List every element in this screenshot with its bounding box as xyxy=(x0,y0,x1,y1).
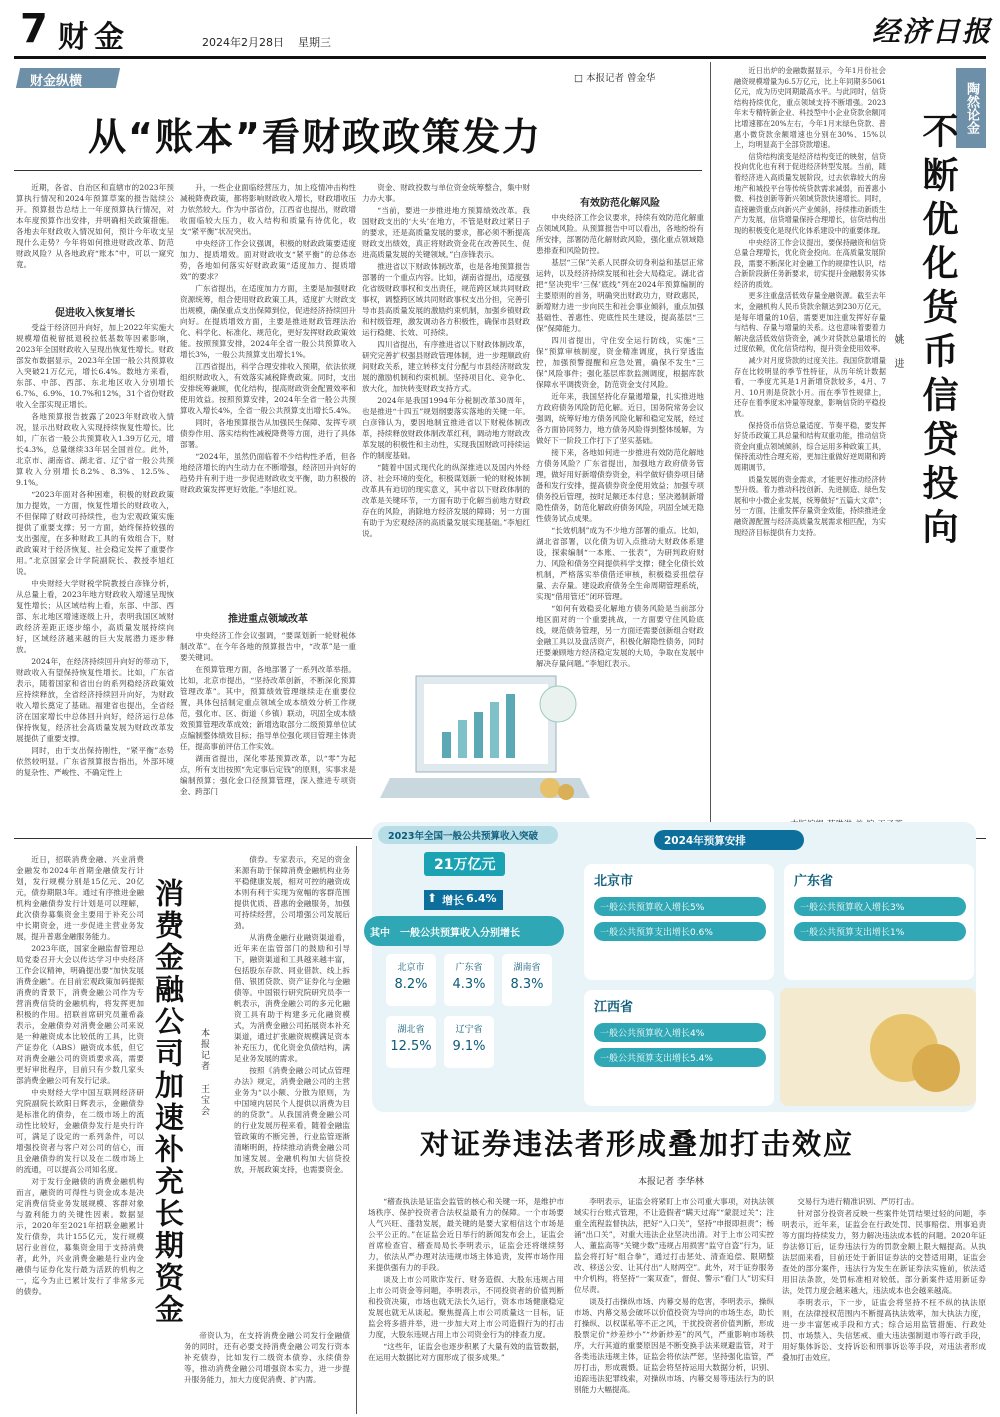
paragraph: 2023年底，国家金融监督管理总局党委召开大会以传达学习中央经济工作会议精神，明确提出要“加快发展消费金融”。在目前宏观政策加码提振消费的背景下，消费金融公司作为专营消费信贷的金融机构，将发挥更加积极的作用。招联首席研究员董希淼表示，金融债券对消费金融公司来说是一种融资成本比较低的工具，比资产证券化（ABS）融资成本低，但它对消费金融公司的资质要求高，需要更好审批程序，目前只有少数几家头部消费金融公司有发行记录。 xyxy=(16,944,144,1085)
province-card xyxy=(386,1016,436,1068)
paragraph: 同时，各地预算报告从加强民生保障、发挥专项债券作用、落实结构性减税降费等方面，进行了具体部署。 xyxy=(180,418,356,449)
info-mid-label: 一般公共预算收入分别增长 xyxy=(400,928,520,939)
column-divider xyxy=(710,62,711,832)
subhead-reform: 推进重点领域改革 xyxy=(228,614,308,625)
paragraph: 从消费金融行业融资渠道看，近年来在监管部门的鼓励和引导下，融资渠道和工具越来越丰富，包括股东存款、同业借款、线上拆借、银团贷款、资产证券化与金融债等。中国银行研究院研究员李一帆表示，消费金融公司的多元化融资工具有助于构建多元化融资模式，为消费金融公司拓展资本补充渠道，通过扩张融资规模满足资本补充压力，优化资金负债结构，满足业务发展的需求。 xyxy=(234,933,350,1063)
paragraph: 2024年是我国1994年分税制改革30周年，也是推进“十四五”规划纲要落实落地的关键一年。白彦锋认为，要因地制宜推进省以下财税体制改革，持续释放财政体制改革红利，调动地方财政改革发展的积极性和主动性，实现我国财政可持续运作的制度基础。 xyxy=(362,396,530,460)
paragraph: 保持货币信贷总量适度、节奏平稳，要发挥好货币政策工具总量和结构双重功能，推动信贷资金向重点领域倾斜，综合运用多种政策工具，保持流动性合理充裕，更加注重做好逆周期和跨周期调节。 xyxy=(734,420,886,472)
province-name: 北京市 xyxy=(397,963,425,973)
paragraph: 近日出炉的金融数据显示，今年1月份社会融资规模增量为6.5万亿元，比上年同期多5061亿元，成为历史同期最高水平。与此同时，信贷结构持续优化，重点领域支持不断增强。2023年末专精特新企业、科技型中小企业贷款余额同比增速都在20%左右，今年1月末绿色贷款、普惠小微贷款余额增速也分别在30%、15%以上，均明显高于全部贷款增速。 xyxy=(734,66,886,150)
province-name: 湖南省 xyxy=(513,963,541,973)
province-value: 8.2% xyxy=(394,977,428,992)
main-col-2 xyxy=(180,182,356,594)
plan-name: 北京市 xyxy=(594,874,634,889)
info-left-title: 2023年全国一般公共预算收入突破 xyxy=(388,831,538,842)
paragraph: 对于发行金融债的消费金融机构而言，融资的可得性与资金成本是决定消费信贷业务发展规模、客群对象与盈利能力的关键性因素。数据显示，2020年至2021年招联金融累计发行债券，共计155亿元，发行规模居行业首位，募集资金用于支持消费者，此外，兴业消费金融是行业内金融债与证券化发行最为活跃的机构之一，迄今为止已累计发行了非常多元的债券。 xyxy=(16,1177,144,1296)
main-col-1b xyxy=(16,322,174,834)
paragraph: 交易行为进行精准识别、严厉打击。 xyxy=(797,1197,919,1206)
paragraph: 按照《消费金融公司试点管理办法》规定，消费金融公司的主营业务为“以小额、分散为原则，为中国境内居民个人提供以消费为目的的贷款”。从我国消费金融公司的行业发展历程来看，随着金融监管政策的不断完善，行业监管逐渐清晰明朗，持续推动消费金融公司加速发展。金融机构加大信贷投放，开展政策支持，也需要资金。 xyxy=(234,1066,350,1174)
plan-row: 一般公共预算支出增长5.4% xyxy=(594,1048,766,1067)
paragraph: 同时，由于支出保持刚性，“紧平衡”态势依然较明显。广东省预算报告指出，外部环境的复杂性、严峻性、不确定性上 xyxy=(16,746,174,777)
paragraph: 信贷结构演变是经济结构变迁的映射，信贷投向优化也有利于促进经济转型发展。当前，随着经济进入高质量发展阶段，过去依靠较大的房地产和城投平台等传统贷款需求减弱，而普惠小微、科技创新等新兴领域贷款快速增长。同时，直接融资重点向新兴产业倾斜，持续推动新质生产力发展，信贷增量保持合理增长，信贷结构出现的积极变化是现代化体系建设中的重要体现。 xyxy=(734,151,886,235)
plan-card-guangdong xyxy=(794,870,966,941)
securities-col-1 xyxy=(368,1196,564,1412)
paragraph: 李明表示，下一步，证监会将坚持不枉不纵的执法原则，在法律授权范围内不断提高执法效率，加大执法力度，进一步丰富惩戒手段和方式；综合运用监管措施、行政处罚、市场禁入、失信惩戒、重大违法强制退市等行政手段，用好集体诉讼、支持诉讼和刑事诉讼等手段，对违法者形成叠加打击效应。 xyxy=(782,1298,986,1362)
plan-name: 江西省 xyxy=(594,1000,634,1015)
plan-row: 一般公共预算支出增长0.6% xyxy=(594,922,766,941)
info-growth xyxy=(424,890,503,910)
main-col-3 xyxy=(362,182,530,662)
column-tag-label: 财金纵横 xyxy=(30,74,83,89)
main-col-1 xyxy=(16,182,174,288)
securities-col-2 xyxy=(574,1196,774,1412)
paragraph: 近年来，我国坚持化存量遏增量，扎实推进地方政府债务风险防范化解。近日，国务院常务会议强调，统筹好地方债务风险化解和稳定发展，经过各方面协同努力，地方债务风险得到整体缓解，为做好下一阶段工作打下了坚实基础。 xyxy=(536,392,704,445)
main-col-2b xyxy=(180,630,356,834)
province-card xyxy=(386,954,436,1006)
info-right-title: 2024年预算安排 xyxy=(664,835,746,847)
paragraph: “这些年，证监会也逐步积累了大量有效的监管数据，在运用大数据比对方面形成了很多成果。” xyxy=(368,1342,564,1362)
growth-value: 6.4% xyxy=(466,890,503,910)
paragraph: 资金、财政投数与单位资金统筹整合，集中财力办大事。 xyxy=(362,183,530,203)
subhead-risk: 有效防范化解风险 xyxy=(580,198,660,209)
main-byline: □ 本报记者 曾金华 xyxy=(574,73,656,84)
province-value: 4.3% xyxy=(452,977,486,992)
plan-row: 一般公共预算收入增长3% xyxy=(794,897,966,916)
paragraph: 更多注重盘活低效存量金融资源。截至去年末，金融机构人民币贷款余额达到230万亿元，是每年增量的10倍，需要更加注重发挥好存量与结构、存量与增量的关系。这也意味着要着力解决盘活低效信贷资金，减少对贷款总量增长的过度依赖，优化信贷结构，提升资金使用效率。 xyxy=(734,291,886,354)
paragraph: 四川省提出，有序推进省以下财政体制改革，研究完善扩权强县财政管理体制，进一步理顺政府间财政关系，建立转移支付分配与市县经济财政发展的激励机制和约束机制。坚持项目化、竞争化、放大化，加快转变财政支持方式。 xyxy=(362,340,530,393)
column-divider xyxy=(356,846,357,1414)
commentary-author: 姚进 xyxy=(892,334,903,382)
consumer-col-3 xyxy=(184,1330,350,1412)
title-rule xyxy=(14,170,702,171)
laptop-chart-illustration xyxy=(380,668,590,816)
info-total: 21万亿元 xyxy=(424,852,505,876)
paragraph: 帝资认为，在支持消费金融公司发行金融债务的同时，还有必要支持消费金融公司发行资本补充债券，比如发行二级资本债券、永续债券等，推动消费金融公司增强资本实力，进一步提升服务能力，加大力度促消费、扩内需。 xyxy=(184,1331,350,1384)
paragraph: “2024年，虽然仍面临着不少结构性矛盾，但各地经济增长的内生动力在不断增强，经济回升向好的趋势并有利于进一步促进财政收支平衡，助力积极的财政政策发挥更好效能。”李旭红说。 xyxy=(180,452,356,494)
masthead-weekday: 星期三 xyxy=(298,36,331,49)
securities-title: 对证券违法者形成叠加打击效应 xyxy=(420,1127,855,1161)
paragraph: 受益于经济回升向好，加上2022年实施大规模增值税留抵退税拉低基数等因素影响，2023年全国财政收入呈现出恢复性增长。财政部发布数据显示，2023年全国一般公共预算收入突破21万亿元，增长6.4%。数地方来看，东部、中部、西部、东北地区收入分别增长6.7%、6.9%、10.7%和12%，31个省份财政收入全部实现正增长。 xyxy=(16,323,174,409)
section-name: 财金 xyxy=(58,20,130,55)
plan-row: 一般公共预算收入增长5% xyxy=(594,897,766,916)
paragraph: 减少对月度贷款的过度关注。我国贷款增量存在比较明显的季节性特征，从历年统计数据看，一季度尤其是1月新增贷款较多，4月、7月、10月则是贷款小月。而在季节性规律上，还存在着季度末冲量等现象，影响信贷的平稳投放。 xyxy=(734,356,886,418)
paragraph: 谈及打击操纵市场、内幕交易的危害，李明表示，操纵市场、内幕交易会破坏以价值投资为导向的市场生态，助长打操纵、以权谋私等不正之风，干扰投资者价值判断，形成股票定价“炒差炒小”“炒新炒差”的风气，严重影响市场秩序，大行其道的重要原因是不断变换手法来规避监管，对于各类违法违规主体，证监会将依法严惩，坚持强化监管，严厉打击，形成震慑。证监会将坚持运用大数据分析，识别、追踪违法犯罪线索，对操纵市场、内幕交易等违法行为的识别能力大幅提高。 xyxy=(574,1297,774,1394)
province-card xyxy=(502,954,552,1006)
plan-card-beijing xyxy=(594,870,766,941)
province-value: 12.5% xyxy=(390,1039,432,1054)
province-name: 辽宁省 xyxy=(455,1025,483,1035)
paper-logo: 经济日报 xyxy=(872,15,993,48)
page-number: 7 xyxy=(20,6,48,52)
paragraph: 李明表示，证监会将紧盯上市公司重大事项，对执法领域实行台账式管理，不让造假者“瞒天过海”“蒙混过关”；注重全流程监督执法，把好“入口关”，坚持“申报即担责”；杨涌“出口关”，对重大违法企业坚决出清。对于上市公司实控人、董监高等“关键少数”违规占用损害“监守自盗”行为，证监会将打好“组合拳”，通过打击惩处、清查追偿、限期整改、移送公安、让其付出“人财两空”。此外，对于证券服务中介机构，将坚持“一案双查”，督促、警示“看门人”切实归位尽责。 xyxy=(574,1197,774,1294)
masthead-date: 2024年2月28日 xyxy=(202,36,284,49)
consumer-col-1 xyxy=(16,854,144,1412)
paragraph: 中央经济工作会议提出，要保持融资和信贷总量合理增长，优化资金投向。在高质量发展阶段，需要不断深化对金融工作的规律性认识，结合新阶段新任务新要求，切实提升金融服务实体经济的质效。 xyxy=(734,237,886,289)
growth-arrow-icon: ⬆ xyxy=(424,890,440,910)
plan-name: 广东省 xyxy=(794,874,834,889)
commentary-extension xyxy=(734,564,984,840)
plan-row: 一般公共预算支出增长1% xyxy=(794,922,966,941)
plan-card-jiangxi xyxy=(594,996,766,1067)
province-name: 湖北省 xyxy=(397,1025,425,1035)
province-name: 广东省 xyxy=(455,963,483,973)
plan-row: 一般公共预算收入增长4% xyxy=(594,1023,766,1042)
paragraph: 升，一些企业面临经营压力，加上疫情冲击构性减税降费政策，都将影响财政收入增长，财政增收压力依然较大。作为中部省份，江西省也提出，财政增收面临较大压力，收入结构和质量有待优化，收支“紧平衡”状况突出。 xyxy=(180,183,356,236)
province-value: 8.3% xyxy=(510,977,544,992)
paragraph: 中央经济工作会议强调，“要谋划新一轮财税体制改革”。在今年各地的预算报告中，“改革”是一重要关键词。 xyxy=(180,631,356,662)
paragraph: “如何有效稳妥化解地方债务风险是当前部分地区面对的一个重要挑战，一方面要守住风险底线，规范债务管理，另一方面还需要创新组合财政金融工具以及盘活资产，积极化解隐性债务，同时还要兼顾地方经济稳定发展的大局，争取在发展中解决存量问题。”李旭红表示。 xyxy=(536,604,704,668)
paragraph: 中央经济工作会议要求，持续有效防范化解重点领域风险。从预算报告中可以看出，各地纷纷有所安排，部署防范化解财政风险，强化重点领域隐患排查和风险防控。 xyxy=(536,213,704,255)
paragraph: 中央经济工作会议强调，积极的财政政策要适度加力、提质增效。面对财政收支“紧平衡”的总体态势，各地如何落实好财政政策“适度加力、提质增效”的要求？ xyxy=(180,239,356,281)
paragraph: 质量发展的资金需求，才能更好推动经济转型升级。着力推动科技创新、先进制造、绿色发展和中小微企业发展，统筹做好“五篇大文章”；另一方面，注重发挥存量资金效能，持续推进金融资源配置与经济高质量发展需求相匹配，为实现经济目标提供有力支持。 xyxy=(734,474,886,537)
paragraph: 中央财经大学中国互联网经济研究院副院长欧阳日辉表示，金融债券是标准化的债券，在二级市场上的流动性比较好，金融债券发行是央行许可，满足了设定的一系列条件，可以增强投资者与客户对公司的信心，而且金融债券的发行以及在二级市场上的流通，可以提高公司知名度。 xyxy=(16,1088,144,1174)
paragraph: 近日，招联消费金融、兴业消费金融发布2024年首期金融债发行计划，发行规模分别是15亿元、20亿元，债券期限3年。通过有序推进金融机构金融债券发行计划是可以理解，此次债券募集资金主要用于补充公司中长期资金，进一步促进主营业务发展，提升普惠金融服务能力。 xyxy=(16,855,144,941)
paragraph: 在预算管理方面，各地部署了一系列改革举措。比如，北京市提出，“坚持改革创新，不断深化预算管理改革”。其中，预算绩效管理继续走在重要位置，具体包括制定重点领域全成本绩效分析工作规范，强化市、区、街道（乡镇）联动，巩固全成本绩效预算管理改革成效；新增选取部分二级预算单位试点编制整体绩效目标；指导单位强化项目管理主体责任，提高事前评估工作实效。 xyxy=(180,665,356,751)
info-mid-prefix: 其中 xyxy=(370,928,390,939)
paragraph: 基层“三保”关系人民群众切身利益和基层正常运转，以及经济持续发展和社会大局稳定。湖北省把“坚决兜牢‘三保’底线”列在2024年预算编制的主要原则的首务，明确突出财政功力，财政惠民，新增财力进一步向民生和社会事业倾斜，重点加强基础性、普惠性、兜底性民生建设，提高基层“三保”保障能力。 xyxy=(536,258,704,333)
main-title: 从“账本”看财政政策发力 xyxy=(88,115,542,159)
masthead-rule xyxy=(14,56,986,59)
securities-col-3 xyxy=(782,1196,986,1412)
paragraph: “随着中国式现代化的纵深推进以及国内外经济、社会环境的变化，积极谋划新一轮的财税体制改革具有迫切的现实意义，其中省以下财政体制的改革是关键环节，一方面有助于化解当前地方财政存在的风险，消除地方经济发展的障碍；另一方面有助于为宏观经济的高质量发展实现基础。”李旭红说。 xyxy=(362,463,530,538)
paragraph: 2024年，在经济持续回升向好的带动下，财政收入有望保持恢复性增长。比如，广东省表示，随着国家和省出台的系列稳经济政策效应持续释放，全省经济持续回升向好，为财政收入增长奠定了基础。福建省也提出，全省经济在国家增长中总体回升向好，经济运行总体保持恢复，经济社会高质量发展为财政改革发展提供了重要支撑。 xyxy=(16,657,174,743)
consumer-byline: 本报记者 王宝会 xyxy=(199,1028,209,1117)
paragraph: 四川省提出，守住安全运行防线，实施“三保”预算审核制度，资金精准调度，执行穿透监控，加强预警提醒和应急处置，确保不发生“三保”风险事件；强化基层库款监测调度，根据库款保障水平调拨资金，防范资金支付风险。 xyxy=(536,336,704,389)
masthead xyxy=(0,0,1000,60)
province-card xyxy=(444,1016,494,1068)
paragraph: “2023年面对各种困难，积极的财政政策加力提效，一方面，恢复性增长的财政收入，不但保障了财政可持续性，也为宏观政策实施提供了重要支撑；另一方面，始终保持较强的支出强度，在多种财政工具的有效组合下，财政政策对于经济恢复、社会稳定发挥了重要作用。”北京国家会计学院副院长、教授李旭红说。 xyxy=(16,490,174,576)
paragraph: 各地预算报告披露了2023年财政收入情况，显示出财政收入实现持续恢复性增长。比如，广东省一般公共预算收入1.39万亿元，增长4.3%，总量继续33年居全国首位。此外，北京市、湖南省、湖北省、辽宁省一般公共预算收入分别增长8.2%、8.3%、12.5%、9.1%。 xyxy=(16,412,174,487)
paragraph: 推进省以下财政体制改革，也是各地预算报告部署的一个重点内容。比如，湖南省提出，适度强化省级财政事权和支出责任，规范跨区域共同财政事权，调整跨区域共同财政事权支出分担，完善引导市县高质量发展的激励约束机制，加强乡镇财政和村级管理，激发调动各方积极性，确保市县财政运行稳健、长效、可持续。 xyxy=(362,262,530,337)
paragraph: “稽查执法是证监会监管的核心和关键一环，是维护市场秩序、保护投资者合法权益最有力的保障。一个市场要人气兴旺、蓬勃发展，最关键的是要大家相信这个市场是公平公正的。”在证监会近日举行的新闻发布会上，证监会首席检查官、稽查局局长李明表示，证监会还将继续努力，依法从严办理对法违规市场主体追责，发挥市场作用来提供强有力的手段。 xyxy=(368,1197,564,1272)
subhead-income: 促进收入恢复增长 xyxy=(55,308,135,319)
paragraph: 湖南省提出，深化零基预算改革，以“零”为起点，所有支出按照“先定事后定钱”的原则，实事求是编制预算；强化金口径预算管理，深入推进专项资金、跨部门 xyxy=(180,754,356,796)
paragraph: 近期，各省、自治区和直辖市的2023年预算执行情况和2024年预算草案的报告陆续公开。预算报告总结上一年度预算执行情况，对本年度预算作出安排，并明确相关政策措施。各地去年财政收入情况如何，预计今年收支呈现什么走势？今年将如何推进财政改革、防范财政风险？从各地政府“账本”中，可以一窥究竟。 xyxy=(16,183,174,269)
commentary-title: 不断优化货币信贷投向 xyxy=(917,112,958,552)
paragraph: 中央财经大学财税学院教授白彦锋分析，从总量上看，2023年地方财政收入增速呈现恢复性增长；从区域结构上看，东部、中部、西部、东北地区增速逐级上升，表明我国区域财政经济差距正逐步缩小，高质量发展持续向好，区域经济越来越的巨大发展潜力逐步释放。 xyxy=(16,579,174,654)
paragraph: 广东省提出，在适度加力方面，主要是加强财政资源统筹，组合使用财政政策工具，适度扩大财政支出规模，确保重点支出保障到位，促进经济持续回升向好。在提质增效方面，主要是推进财政管理法治化、科学化、标准化、规范化，更好发挥财政政策效能。按照预算安排，2024年全省一般公共预算收入增长3%，一般公共预算支出增长1%。 xyxy=(180,284,356,359)
paragraph: 债券。专家表示，充足的资金来源有助于保障消费金融机构业务平稳健康发展，相对可控的融资成本则有利于实现为宽幅的客群范围提供优质、普惠的金融服务，加强可持续经营，公司增强公司发展后劲。 xyxy=(234,855,350,930)
province-value: 9.1% xyxy=(452,1039,486,1054)
paragraph: 谈及上市公司欺诈发行、财务造假、大股东违规占用上市公司资金等问题，李明表示，不同投资者的价值判断和投资决策，市场也就无法长久运行，资本市场健康稳定发展也就无从谈起。聚焦提高上市公司质量这一目标，证监会将多措并举，进一步加大对上市公司造假行为的打击力度，大股东违规占用上市公司资金行为的排查力度。 xyxy=(368,1275,564,1339)
paragraph: 江西省提出，科学合理安排收入预期，依法依规组织财政收入，有效落实减税降费政策。同时，支出安排统筹兼顾，优化结构，提高财政资金配置效率和使用效益。按照预算安排，2024年全省一般公共预算收入增长4%，全省一般公共预算支出增长5.4%。 xyxy=(180,362,356,415)
growth-label: 增长 xyxy=(440,890,466,910)
infographic xyxy=(364,812,984,1114)
paragraph: 接下来，各地如何进一步推进有效防范化解地方债务风险？广东省提出，加强地方政府债务管理，做好用好新增债券资金，科学做好债券项目储备和发行安排，提高债券资金使用效益；加强专项债务投后管理，按时足额还本付息；坚决遏制新增隐性债务，防范化解政府债务风险，巩固全域无隐性债务试点成果。 xyxy=(536,448,704,523)
commentary-tag: 陶然论金 xyxy=(956,68,986,148)
paragraph: “当前，要进一步推进地方预算绩效改革。我国财政支出的‘大头’在地方，不管是财政过紧日子的要求，还是高质量发展的要求，都必须不断提高财政支出绩效，真正将财政资金花在改善民生、促进高质量发展的关键领域。”白彦锋表示。 xyxy=(362,206,530,259)
paragraph: “长效机制”成为不少地方部署的重点。比如，湖北省部署，以化债为切入点推动大财政体系建设，探索编制“一本账、一张表”，为研判政府财力、风险和债务空间提供科学支撑；健全化债长效机制，严格落实举债借还审核，积极稳妥扭偿存量、去存量。建设政府债务全生命周期管理系统，实现“借用管还”闭环管理。 xyxy=(536,526,704,601)
consumer-title: 消费金融公司加速补充长期资金 xyxy=(151,878,185,1326)
consumer-col-2 xyxy=(234,854,350,1324)
province-card xyxy=(444,954,494,1006)
paragraph: 针对部分投资者反映一些案件处罚结果过轻的问题，李明表示，近年来，证监会在行政处罚、民事赔偿、刑事追责等方面均持续发力，努力解决违法成本低的问题。2020年证券法修订后，证券违法行为的罚款金额上限大幅提高。从执法层面来看，目前还处于新旧证券法的交替适用期，证监会查处的部分案件，违法行为发生在新证券法实施前，依法适用旧法条款，处罚标准相对较低。部分新案件适用新证券法，处罚力度会越来越大，违法成本也会越来越高。 xyxy=(782,1209,986,1295)
securities-byline: 本报记者 李华林 xyxy=(638,1177,704,1187)
